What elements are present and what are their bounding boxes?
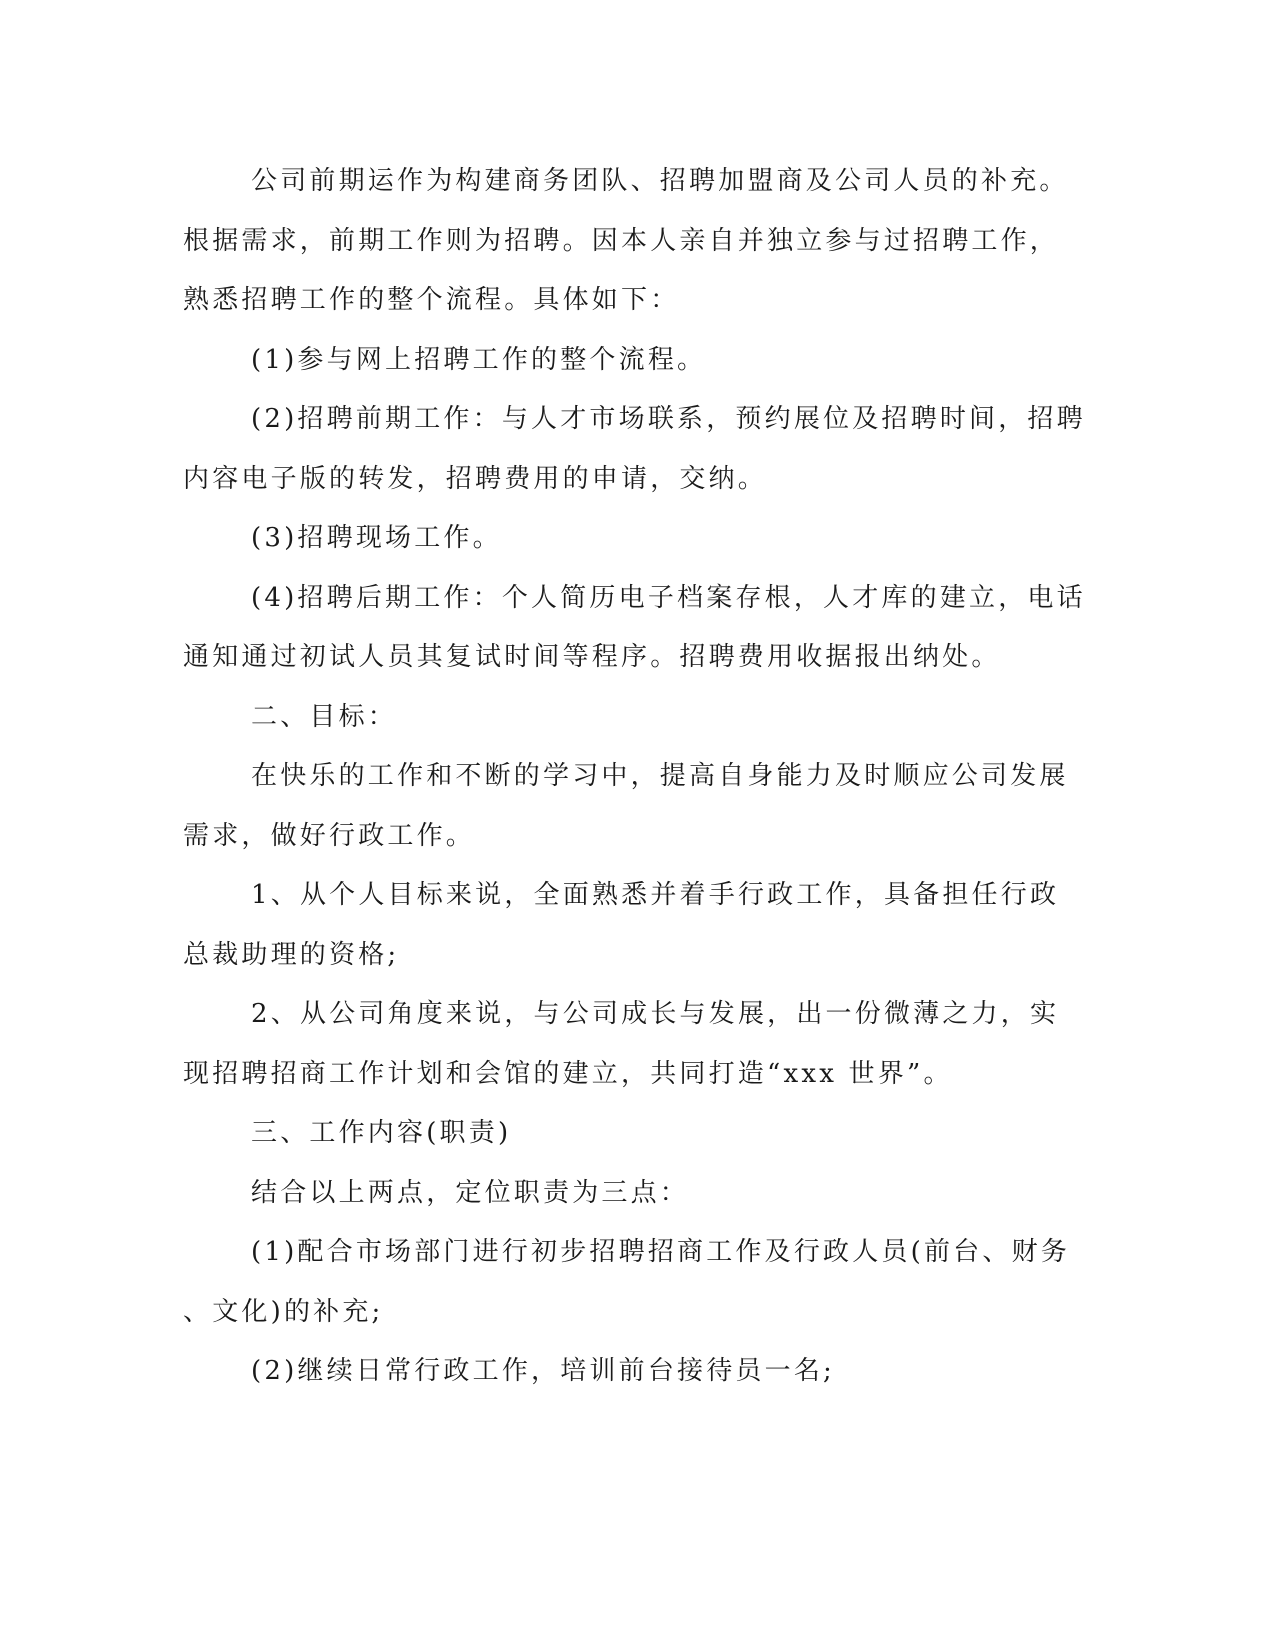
text-line: 根据需求，前期工作则为招聘。因本人亲自并独立参与过招聘工作，: [183, 225, 1060, 256]
text-line: 结合以上两点，定位职责为三点：: [251, 1177, 690, 1208]
text-line: 熟悉招聘工作的整个流程。具体如下：: [183, 285, 680, 315]
text-line: 需求，做好行政工作。: [183, 820, 476, 851]
text-line: 通知通过初试人员其复试时间等程序。招聘费用收据报出纳处。: [183, 642, 1001, 672]
section-heading: 二、目标：: [251, 701, 398, 732]
text-line: 公司前期运作为构建商务团队、招聘加盟商及公司人员的补充。: [251, 166, 1069, 196]
text-line: (3)招聘现场工作。: [251, 523, 502, 553]
text-line: 、文化)的补充;: [183, 1296, 384, 1327]
text-line: 1、从个人目标来说，全面熟悉并着手行政工作，具备担任行政: [251, 880, 1060, 910]
text-line: (1)参与网上招聘工作的整个流程。: [251, 344, 707, 375]
text-line: 内容电子版的转发，招聘费用的申请，交纳。: [183, 463, 768, 494]
text-line: (2)招聘前期工作：与人才市场联系，预约展位及招聘时间，招聘: [251, 404, 1086, 434]
text-line: (2)继续日常行政工作，培训前台接待员一名;: [251, 1356, 835, 1386]
document-body: [183, 152, 1086, 1402]
section-heading: 三、工作内容(职责): [251, 1118, 512, 1148]
text-line: (1)配合市场部门进行初步招聘招商工作及行政人员(前台、财务: [251, 1237, 1070, 1267]
text-line: 总裁助理的资格;: [183, 939, 400, 970]
text-line: 现招聘招商工作计划和会馆的建立，共同打造“xxx 世界”。: [183, 1058, 953, 1089]
text-line: (4)招聘后期工作：个人简历电子档案存根，人才库的建立，电话: [251, 582, 1086, 613]
text-line: 在快乐的工作和不断的学习中，提高自身能力及时顺应公司发展: [251, 761, 1069, 791]
text-line: 2、从公司角度来说，与公司成长与发展，出一份微薄之力，实: [251, 999, 1060, 1029]
